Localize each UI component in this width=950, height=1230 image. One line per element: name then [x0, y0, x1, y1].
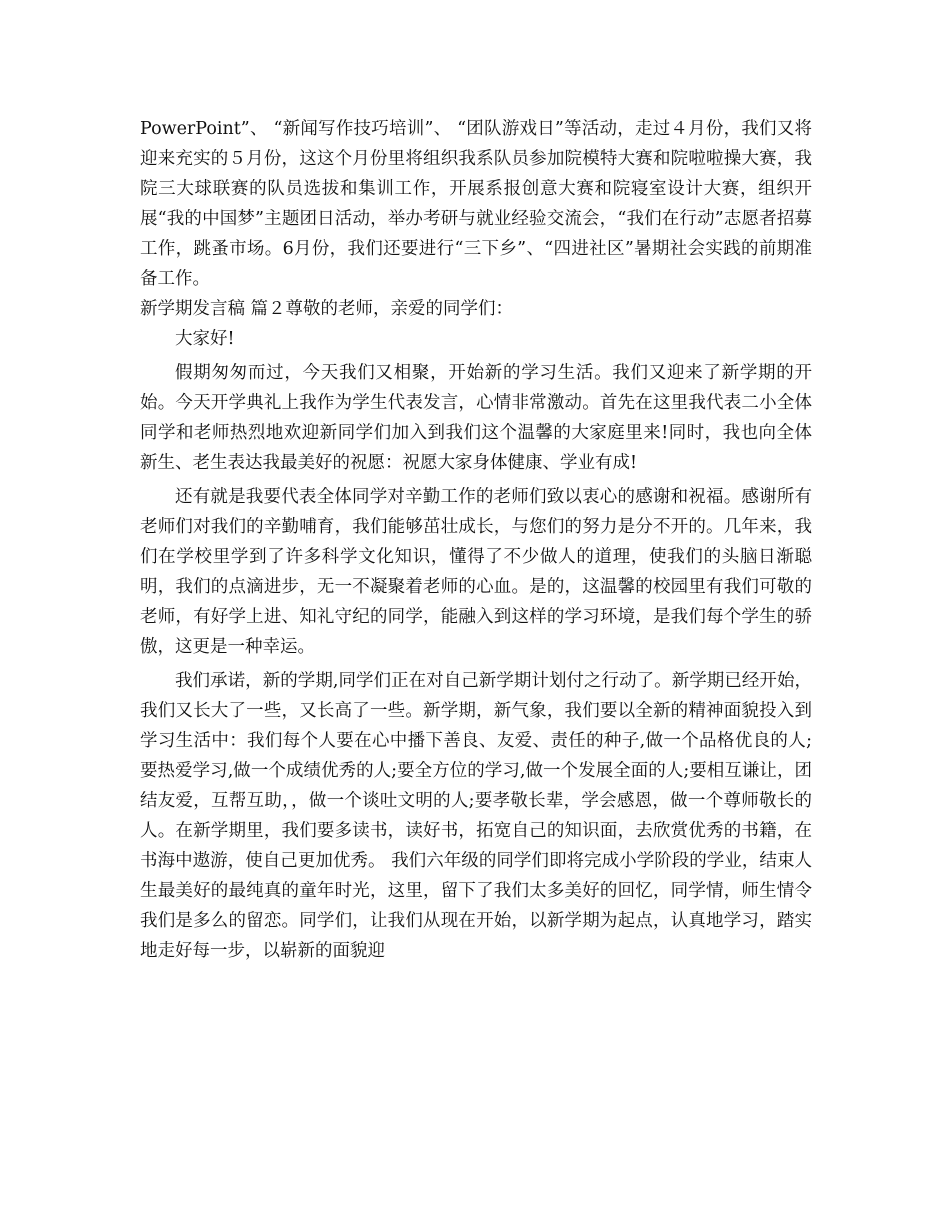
- paragraph-thanks: 还有就是我要代表全体同学对辛勤工作的老师们致以衷心的感谢和祝福。感谢所有老师们对我们的辛勤哺育，我们能够茁壮成长，与您们的努力是分不开的。几年来，我们在学校里学到了许多科学文化知识，懂得了不少做人的道理，使我们的头脑日渐聪明，我们的点滴进步，无一不凝聚着老师的心血。是的，这温馨的校园里有我们可敬的老师，有好学上进、知礼守纪的同学，能融入到这样的学习环境，是我们每个学生的骄傲，这更是一种幸运。: [140, 487, 812, 657]
- paragraph-greeting: 大家好!: [175, 329, 235, 349]
- speech-heading: 新学期发言稿 篇２尊敬的老师，亲爱的同学们：: [140, 299, 514, 319]
- paragraph-activities: PowerPoint”、 “新闻写作技巧培训”、 “团队游戏日”等活动，走过４月份，我们又将迎来充实的５月份，这这个月份里将组织我系队员参加院模特大赛和院啦啦操大赛，我院三大球联赛的队员选拔和集训工作，开展系报创意大赛和院寝室设计大赛，组织开展“我的中国梦”主题团日活动，举办考研与就业经验交流会，“我们在行动”志愿者招募工作，跳蚤市场。6月份，我们还要进行“三下乡”、“四进社区”暑期社会实践的前期准备工作。: [140, 119, 812, 289]
- document-body: [140, 114, 812, 966]
- paragraph-welcome: 假期匆匆而过，今天我们又相聚，开始新的学习生活。我们又迎来了新学期的开始。今天开学典礼上我作为学生代表发言，心情非常激动。首先在这里我代表二小全体同学和老师热烈地欢迎新同学们加入到我们这个温馨的大家庭里来!同时，我也向全体新生、老生表达我最美好的祝愿：祝愿大家身体健康、学业有成!: [140, 363, 812, 473]
- paragraph-promise: 我们承诺，新的学期,同学们正在对自己新学期计划付之行动了。新学期已经开始，我们又长大了一些，又长高了一些。新学期，新气象，我们要以全新的精神面貌投入到学习生活中：我们每个人要在心中播下善良、友爱、责任的种子,做一个品格优良的人;要热爱学习,做一个成绩优秀的人;要全方位的学习,做一个发展全面的人;要相互谦让，团结友爱，互帮互助，，做一个谈吐文明的人;要孝敬长辈，学会感恩，做一个尊师敬长的人。在新学期里，我们要多读书，读好书，拓宽自己的知识面，去欣赏优秀的书籍，在书海中遨游，使自己更加优秀。 我们六年级的同学们即将完成小学阶段的学业，结束人生最美好的最纯真的童年时光，这里，留下了我们太多美好的回忆，同学情，师生情令我们是多么的留恋。同学们，让我们从现在开始，以新学期为起点，认真地学习，踏实地走好每一步，以崭新的面貌迎: [140, 671, 812, 961]
